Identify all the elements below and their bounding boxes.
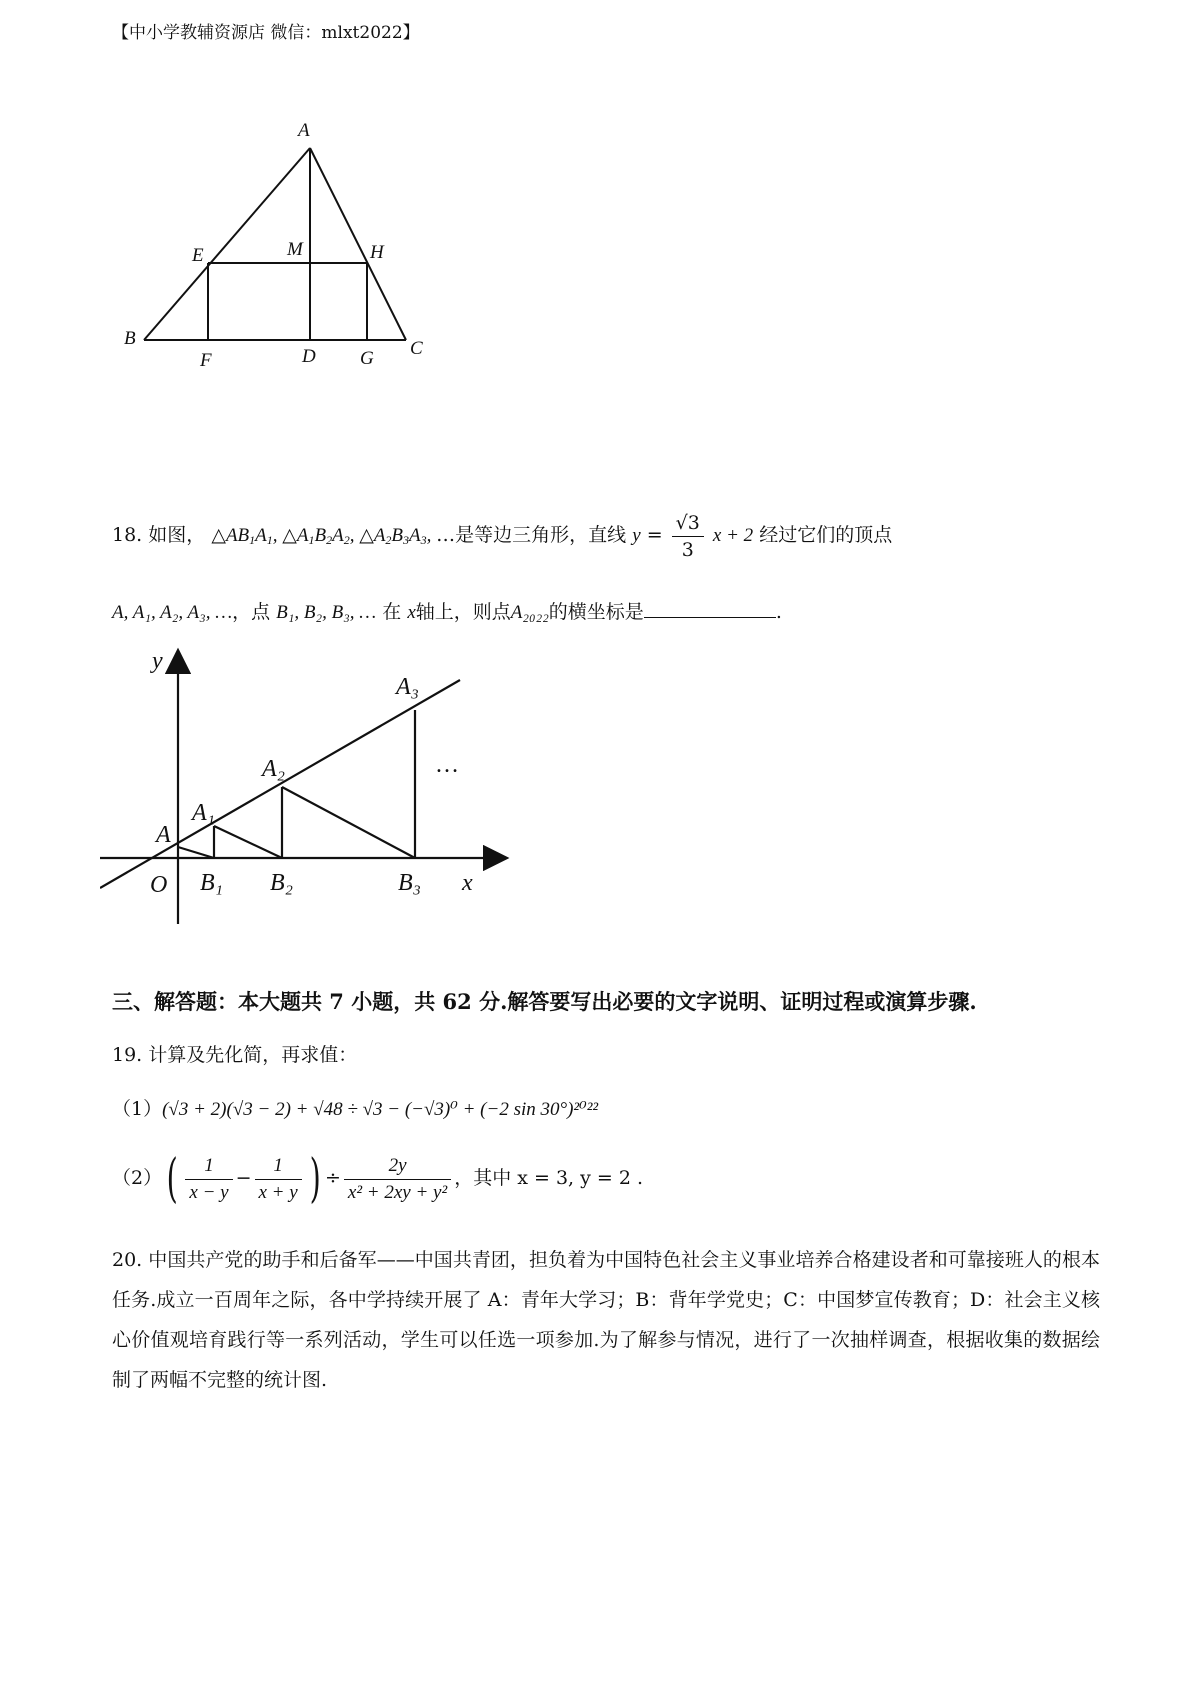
- q19-minus: −: [235, 1167, 252, 1189]
- label-c: C: [410, 338, 423, 359]
- q19-part2: [112, 1148, 643, 1208]
- q19-close-paren: ): [309, 1149, 321, 1209]
- q18-triangles-text: …是等边三角形，直线: [436, 524, 627, 546]
- q19-p2-label: （2）: [112, 1167, 163, 1189]
- q18-x: x: [407, 602, 416, 623]
- q18-lead: 如图，: [148, 524, 206, 546]
- label-e: E: [192, 245, 204, 266]
- q18-mid: ，点: [232, 601, 271, 623]
- label-a: A: [156, 822, 171, 848]
- label-dots: …: [435, 752, 459, 778]
- label-a: A: [298, 120, 310, 141]
- answer-blank[interactable]: [644, 599, 776, 618]
- q19-text: 计算及先化简，再求值：: [148, 1044, 358, 1066]
- label-a1: A₁: [192, 800, 216, 826]
- q18-number: 18.: [112, 524, 143, 546]
- q18-period: .: [775, 601, 782, 623]
- edge-a-b1: [178, 847, 214, 858]
- label-b3: B₃: [398, 870, 422, 896]
- q18-vertices: A, A₁, A₂, A₃, …: [112, 602, 233, 623]
- label-b: B: [124, 328, 136, 349]
- q18-frac-num: √3: [672, 512, 704, 537]
- label-x: x: [462, 870, 473, 896]
- q18-frac-den: 3: [681, 538, 694, 561]
- label-a3: A₃: [396, 674, 420, 700]
- q19-frac2-num: 1: [255, 1155, 302, 1180]
- label-y: y: [152, 648, 163, 674]
- q19-number: 19.: [112, 1044, 143, 1066]
- side-ac: [310, 148, 406, 340]
- label-b1: B₁: [200, 870, 224, 896]
- q19-frac3-num: 2y: [344, 1155, 451, 1180]
- q19-div: ÷: [324, 1167, 341, 1189]
- label-o: O: [150, 872, 168, 898]
- q19-stem: [112, 1040, 357, 1067]
- q18-target: A₂₀₂₂: [510, 602, 549, 623]
- q19-frac1-den: x − y: [189, 1181, 229, 1203]
- q19-frac3-den: x² + 2xy + y²: [347, 1181, 448, 1203]
- page-header: 【中小学教辅资源店 微信：mlxt2022】: [112, 23, 420, 43]
- q19-frac3: [344, 1155, 451, 1204]
- q20-paragraph: 20. 中国共产党的助手和后备军——中国共青团，担负着为中国特色社会主义事业培养合格建设者和可靠接班人的根本任务.成立一百周年之际，各中学持续开展了 A：青年大学习；B：背年学党史；C：中国梦宣传教育；D：社会主义核心价值观培育践行等一系列活动，学生可以任选一项参加.为了解参与情况，进行了一次抽样调查，根据收集的数据绘制了两幅不完整的统计图.: [112, 1249, 1100, 1391]
- label-f: F: [200, 350, 212, 371]
- section-3-title: 三、解答题：本大题共 7 小题，共 62 分.解答要写出必要的文字说明、证明过程或演算步骤.: [112, 989, 977, 1014]
- label-b2: B₂: [270, 870, 294, 896]
- label-d: D: [302, 346, 316, 367]
- q18-func-eq: =: [646, 524, 663, 546]
- q18-after-func: 经过它们的顶点: [759, 524, 893, 546]
- triangle-rectangle-figure: [120, 118, 460, 408]
- label-m: M: [287, 239, 303, 260]
- q18-fraction: [672, 512, 704, 561]
- q18-end: 的横坐标是: [548, 601, 644, 623]
- q19-tail: ，其中 x = 3, y = 2 .: [454, 1167, 644, 1189]
- q18-func-tail: x + 2: [712, 525, 754, 546]
- q18-triangles: $\triangle AB_1A_1$, $\triangle A_1B_2A_2$, $\triangle A_2B_3A_3$,: [211, 525, 437, 547]
- q19-frac1: [185, 1155, 232, 1204]
- q18-line1: [112, 510, 892, 565]
- q18-func-y: y: [632, 525, 641, 546]
- edge-a2-b3: [282, 787, 415, 858]
- q19-frac2: [255, 1155, 302, 1204]
- q18-axis: 轴上，则点: [415, 601, 511, 623]
- q19-p1-label: （1）: [112, 1098, 163, 1120]
- q18-on: 在: [382, 601, 402, 623]
- q19-open-paren: (: [166, 1149, 178, 1209]
- label-a2: A₂: [262, 756, 286, 782]
- equilateral-triangles-graph: [100, 640, 530, 930]
- edge-a1-b2: [214, 826, 282, 858]
- q19-frac1-num: 1: [185, 1155, 232, 1180]
- q19-p1-expr: (√3 + 2)(√3 − 2) + √48 ÷ √3 − (−√3)⁰ + (−2 sin 30°)²⁰²²: [162, 1099, 599, 1120]
- q18-points: B₁, B₂, B₃, …: [276, 602, 377, 623]
- label-g: G: [360, 348, 374, 369]
- q19-frac2-den: x + y: [258, 1181, 298, 1203]
- q18-line2: [112, 597, 782, 624]
- q19-part1: [112, 1094, 598, 1121]
- side-ab: [144, 148, 310, 340]
- label-h: H: [370, 242, 384, 263]
